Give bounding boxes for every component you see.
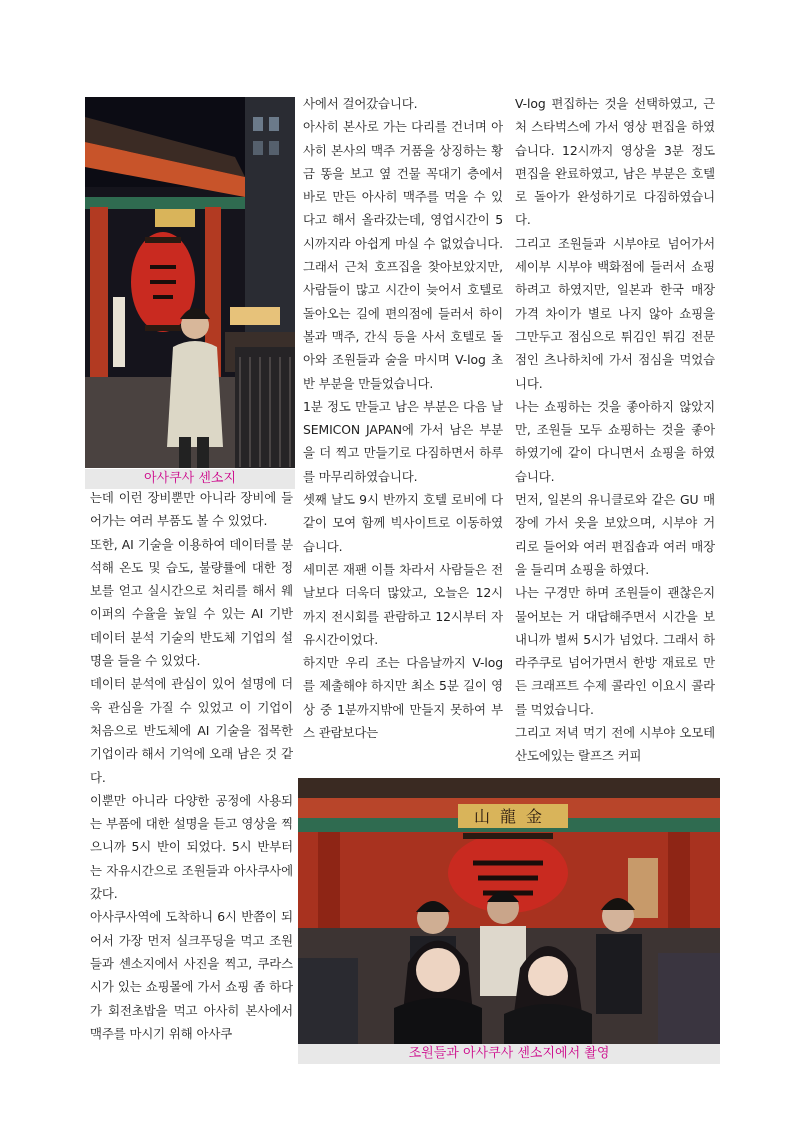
paragraph: 데이터 분석에 관심이 있어 설명에 더욱 관심을 가질 수 있었고 이 기업이 처음으로 반도체에 AI 기술을 접목한 기업이라 해서 기억에 오래 남은 것 같다. [90, 676, 293, 785]
paragraph: 나는 쇼핑하는 것을 좋아하지 않았지만, 조원들 모두 쇼핑하는 것을 좋아하였기에 같이 다니면서 쇼핑을 하였습니다. [515, 398, 715, 484]
gate-sign-text: 山龍金 [473, 807, 553, 826]
photo2-caption: 조원들과 아사쿠사 센소지에서 촬영 [298, 1044, 720, 1064]
paragraph: 아사쿠사역에 도착하니 6시 반쯤이 되어서 가장 먼저 실크푸딩을 먹고 조원들과 센소지에서 사진을 찍고, 쿠라스시가 있는 쇼핑몰에 가서 쇼핑 좀 하다가 회전초밥을 먹고 아사히 본사에서 맥주를 마시기 위해 아사쿠 [90, 909, 293, 1041]
paragraph: 는데 이런 장비뿐만 아니라 장비에 들어가는 여러 부품도 볼 수 있었다. [90, 490, 293, 529]
paragraph: 또한, AI 기술을 이용하여 데이터를 분석해 온도 및 습도, 불량률에 대한 정보를 얻고 실시간으로 처리를 해서 웨이퍼의 수율을 높일 수 있는 AI 기반 데이터 분석 기술의 반도체 기업의 설명을 들을 수 있었다. [90, 536, 293, 669]
paragraph: 셋째 날도 9시 반까지 호텔 로비에 다 같이 모여 함께 빅사이트로 이동하였습니다. [303, 492, 503, 554]
text-column-1 [90, 486, 293, 1045]
text-column-2 [303, 92, 503, 744]
paragraph: 세미콘 재팬 이틀 차라서 사람들은 전날보다 더욱더 많았고, 오늘은 12시까지 전시회를 관람하고 12시부터 자유시간이었다. [303, 561, 503, 647]
text-column-3 [515, 92, 715, 768]
paragraph: 그리고 저녁 먹기 전에 시부야 오모테산도에있는 랄프즈 커피 [515, 725, 715, 764]
paragraph: V-log 편집하는 것을 선택하였고, 근처 스타벅스에 가서 영상 편집을 하였습니다. 12시까지 영상을 3분 정도 편집을 완료하였고, 남은 부분은 호텔로 돌아가 완성하기로 다짐하였습니다. [515, 96, 715, 228]
paragraph: 1분 정도 만들고 남은 부분은 다음 날 SEMICON JAPAN에 가서 남은 부분을 더 찍고 만들기로 다짐하면서 하루를 마무리하였습니다. [303, 398, 503, 484]
paragraph: 아사히 본사로 가는 다리를 건너며 아사히 본사의 맥주 거품을 상징하는 황금 똥을 보고 옆 건물 꼭대기 층에서 바로 만든 아사히 맥주를 먹을 수 있다고 해서 올라갔는데, 영업시간이 5시까지라 아쉽게 마실 수 없었습니다. 그래서 근처 호프집을 찾아보았지만, 사람들이 많고 시간이 늦어서 호텔로 돌아오는 길에 편의점에 들러서 하이볼과 맥주, 간식 등을 사서 호텔로 돌아와 조원들과 술을 마시며 V-log 초반 부분을 만들었습니다. [303, 119, 503, 391]
photo-sensoji-gate [85, 97, 295, 468]
photo1-caption: 아사쿠사 센소지 [85, 469, 295, 489]
photo-group-sensoji [298, 778, 720, 1044]
paragraph: 이뿐만 아니라 다양한 공정에 사용되는 부품에 대한 설명을 듣고 영상을 찍으니까 5시 반이 되었다. 5시 반부터는 자유시간으로 조원들과 아사쿠사에 갔다. [90, 792, 293, 902]
paragraph: 그리고 조원들과 시부야로 넘어가서 세이부 시부야 백화점에 들러서 쇼핑하려고 하였지만, 일본과 한국 매장 가격 차이가 별로 나지 않아 쇼핑을 그만두고 점심으로 튀김인 튀김 전문점인 츠나하치에 가서 점심을 먹었습니다. [515, 235, 715, 391]
paragraph: 먼저, 일본의 유니클로와 같은 GU 매장에 가서 옷을 보았으며, 시부야 거리로 들어와 여러 편집숍과 여러 매장을 들리며 쇼핑을 하였다. [515, 492, 715, 577]
paragraph: 나는 구경만 하며 조원들이 괜찮은지 물어보는 거 대답해주면서 시간을 보내니까 벌써 5시가 넘었다. 그래서 하라주쿠로 넘어가면서 한방 재료로 만든 크래프트 수제 콜라인 이요시 콜라를 먹었습니다. [515, 585, 715, 717]
paragraph: 사에서 걸어갔습니다. [303, 96, 418, 111]
paragraph: 하지만 우리 조는 다음날까지 V-log를 제출해야 하지만 최소 5분 길이 영상 중 1분까지밖에 만들지 못하여 부스 관람보다는 [303, 655, 503, 741]
